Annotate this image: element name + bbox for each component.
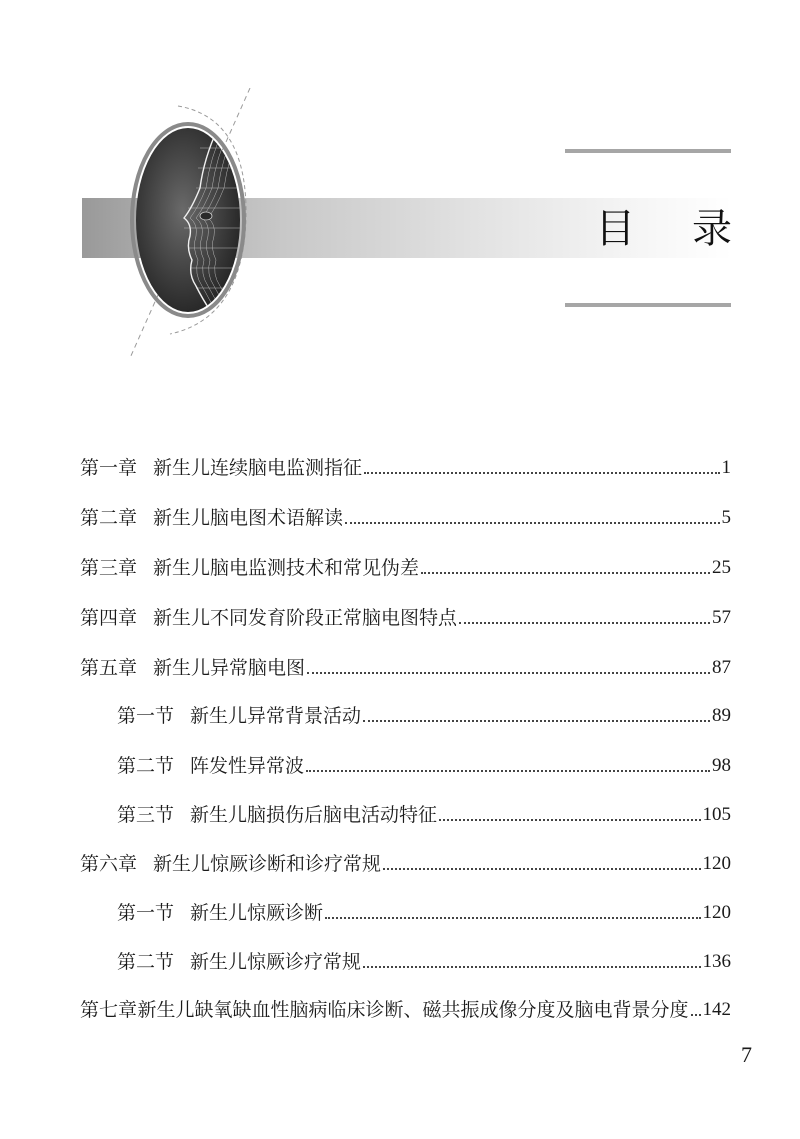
toc-page-number: 1 (721, 457, 731, 478)
toc-entry[interactable] (117, 698, 731, 728)
toc-title: 新生儿惊厥诊断 (190, 902, 324, 924)
bottom-rule (565, 303, 731, 307)
toc-entry[interactable] (80, 600, 731, 630)
toc-entry[interactable] (80, 992, 731, 1022)
toc-page-number: 57 (712, 607, 731, 628)
toc-number: 第一节 (117, 902, 175, 924)
dot-leader (459, 622, 710, 624)
dot-leader (363, 720, 710, 722)
dot-leader (421, 572, 710, 574)
toc-number: 第三节 (117, 804, 175, 826)
toc-number: 第七章 (80, 999, 138, 1021)
toc-number: 第六章 (80, 853, 138, 875)
toc-title: 新生儿不同发育阶段正常脑电图特点 (153, 607, 458, 629)
toc-title: 新生儿缺氧缺血性脑病临床诊断、磁共振成像分度及脑电背景分度 (137, 999, 689, 1021)
dot-leader (363, 966, 700, 968)
dot-leader (383, 868, 700, 870)
toc-entry[interactable] (117, 895, 731, 925)
toc-page-number: 25 (712, 557, 731, 578)
toc-number: 第一节 (117, 705, 175, 727)
toc-entry[interactable] (80, 650, 731, 680)
toc-number: 第二节 (117, 951, 175, 973)
toc-entry[interactable] (80, 500, 731, 530)
toc-title: 阵发性异常波 (190, 755, 305, 777)
dot-leader (364, 472, 719, 474)
toc-number: 第五章 (80, 657, 138, 679)
toc-page-number: 89 (712, 705, 731, 726)
toc-page-number: 105 (702, 804, 731, 825)
toc-entry[interactable] (80, 846, 731, 876)
dot-leader (306, 770, 710, 772)
dot-leader (325, 917, 700, 919)
dot-leader (691, 1014, 701, 1016)
wireframe-face-icon (118, 88, 268, 368)
toc-number: 第四章 (80, 607, 138, 629)
toc-number: 第二章 (80, 507, 138, 529)
toc-page-number: 142 (702, 999, 731, 1020)
toc-entry[interactable] (80, 550, 731, 580)
toc-title: 新生儿连续脑电监测指征 (153, 457, 363, 479)
toc-entry[interactable] (117, 748, 731, 778)
toc-entry[interactable] (117, 797, 731, 827)
toc-page-number: 136 (702, 951, 731, 972)
toc-number: 第三章 (80, 557, 138, 579)
dot-leader (345, 522, 719, 524)
toc-title: 新生儿异常脑电图 (153, 657, 306, 679)
page-title: 目 录 (595, 206, 754, 252)
toc-number: 第一章 (80, 457, 138, 479)
toc-title: 新生儿惊厥诊疗常规 (190, 951, 362, 973)
toc-title: 新生儿惊厥诊断和诊疗常规 (153, 853, 382, 875)
toc-entry[interactable] (117, 944, 731, 974)
toc-title: 新生儿脑电图术语解读 (153, 507, 344, 529)
toc-number: 第二节 (117, 755, 175, 777)
toc-entry[interactable] (80, 450, 731, 480)
toc-page-number: 120 (702, 902, 731, 923)
dot-leader (307, 672, 710, 674)
toc-title: 新生儿异常背景活动 (190, 705, 362, 727)
toc-page-number: 5 (721, 507, 731, 528)
page-number: 7 (741, 1042, 752, 1067)
toc-page-number: 98 (712, 755, 731, 776)
top-rule (565, 149, 731, 153)
toc-page-number: 120 (702, 853, 731, 874)
dot-leader (439, 819, 700, 821)
toc-page-number: 87 (712, 657, 731, 678)
toc-title: 新生儿脑电监测技术和常见伪差 (153, 557, 420, 579)
toc-title: 新生儿脑损伤后脑电活动特征 (190, 804, 438, 826)
